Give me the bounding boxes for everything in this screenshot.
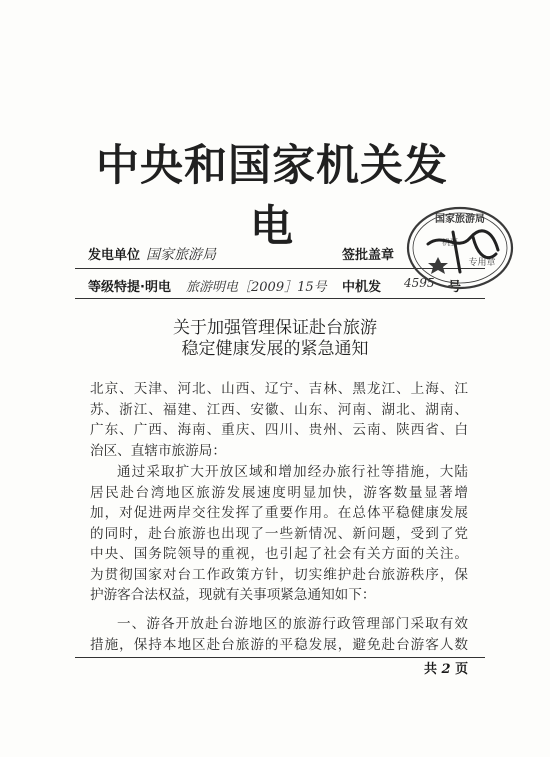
seal-star-icon: [428, 257, 448, 274]
telegram-header-title: 中央和国家机关发电: [96, 141, 448, 252]
addressee-line: 广东、广西、海南、重庆、四川、贵州、云南、陕西省、白: [90, 422, 468, 438]
addressee-line: 北京、天津、河北、山西、辽宁、吉林、黑龙江、上海、江: [90, 381, 468, 397]
page-count-value: 2: [441, 662, 451, 677]
official-seal: [398, 202, 518, 292]
page-count: [424, 658, 468, 677]
page-count-suffix: 页: [455, 662, 469, 677]
code-label: 中机发: [342, 280, 382, 295]
addressee-line: 苏、浙江、福建、江西、安徽、山东、河南、湖北、湖南、: [90, 401, 468, 418]
document-title-line-2: 稳定健康发展的紧急通知: [181, 339, 369, 359]
code-value: 4595: [404, 276, 435, 290]
paragraph-line: 通过采取扩大开放区域和增加经办旅行社等措施，大陆: [117, 464, 468, 480]
paragraph-line: 的同时，赴台旅游也出现了一些新情况、新问题，受到了党: [90, 525, 468, 542]
grade-label: 等级特提·明电: [88, 280, 171, 295]
paragraph-1: [90, 462, 468, 606]
seal-top-text: 国家旅游局: [435, 214, 485, 225]
addressee-line: 治区、直辖市旅游局：: [90, 442, 226, 459]
paragraph-line: 护游客合法权益，现就有关事项紧急通知如下：: [90, 587, 376, 603]
paragraph-line: 加，对促进两岸交往发挥了重要作用。在总体平稳健康发展: [90, 505, 468, 521]
document-title-line-1: 关于加强管理保证赴台旅游: [173, 318, 377, 338]
seal-bottom-text: 专用章: [468, 258, 496, 268]
paragraph-2: [90, 614, 468, 655]
code-suffix: 号: [448, 280, 462, 295]
addressee-block: [90, 379, 468, 461]
seal-middle-text: 机要: [442, 238, 458, 247]
paragraph-line: 为贯彻国家对台工作政策方针，切实维护赴台旅游秩序，保: [90, 566, 468, 583]
divider-line: [75, 298, 485, 299]
paragraph-line: 措施，保持本地区赴台旅游的平稳发展，避免赴台游客人数: [90, 636, 468, 653]
page-count-prefix: 共: [424, 662, 438, 677]
paragraph-line: 中央、国务院领导的重视，也引起了社会有关方面的关注。: [90, 546, 468, 562]
paragraph-line: 居民赴台湾地区旅游发展速度明显加快，游客数量显著增: [90, 484, 468, 501]
seal-graphic: [398, 202, 518, 292]
sender-label: 发电单位: [88, 248, 141, 263]
sign-label: 签批盖章: [342, 248, 395, 263]
paragraph-line: 一、游各开放赴台游地区的旅游行政管理部门采取有效: [117, 616, 468, 632]
document-number: 旅游明电［2009］15号: [186, 280, 327, 295]
sender-value: 国家旅游局: [146, 247, 216, 263]
